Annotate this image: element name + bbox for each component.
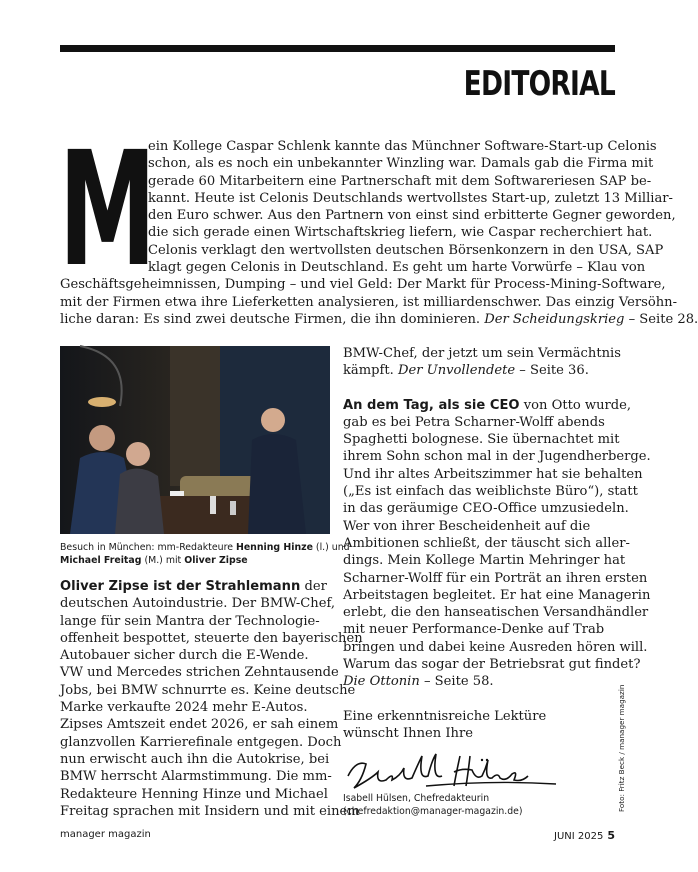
intro-line: ein Kollege Caspar Schlenk kannte das Münchner Software-Start-up Celonis: [148, 139, 657, 154]
intro-line: mit der Firmen etwa ihre Lieferketten analysieren, ist milliardenschwer. Das einzig Versöhn-: [60, 294, 677, 310]
teaser-line: Die Ottonin – Seite 58.: [343, 674, 494, 690]
intro-line: die sich gerade einen Wirtschaftskrieg liefern, wie Caspar recherchiert hat.: [148, 225, 653, 241]
author-name: Isabell Hülsen, Chefredakteurin: [343, 793, 490, 804]
teaser-line: in das geräumige CEO-Office umzusiedeln.: [343, 501, 629, 517]
article-teaser-zipse: [60, 578, 363, 820]
teaser-line: Und ihr altes Arbeitszimmer hat sie behalten: [343, 466, 643, 482]
intro-line: kannt. Heute ist Celonis Deutschlands wertvollstes Start-up, zuletzt 13 Milliar-: [148, 190, 673, 206]
section-title: EDITORIAL: [463, 64, 615, 104]
teaser-line: bringen und dabei keine Ausreden hören will.: [343, 639, 648, 655]
teaser-line: Jobs, bei BMW schnurrte es. Keine deutsche: [60, 682, 356, 698]
teaser-line: Spaghetti bolognese. Sie übernachtet mit: [343, 432, 620, 448]
teaser-line: glanzvollen Karrierefinale entgegen. Doch: [60, 734, 342, 750]
article-teaser-ottonin: [343, 345, 651, 742]
teaser-line: Arbeitstagen begleitet. Er hat eine Managerin: [343, 587, 651, 603]
teaser-line: dings. Mein Kollege Martin Mehringer hat: [343, 553, 626, 569]
teaser-line: Zipses Amtszeit endet 2026, er sah einem: [60, 717, 339, 733]
teaser-line: ihrem Sohn schon mal in der Jugendherberge.: [343, 449, 651, 465]
intro-line: gerade 60 Mitarbeitern eine Partnerschaft mit dem Softwareriesen SAP be-: [148, 173, 652, 189]
teaser-line: deutschen Autoindustrie. Der BMW-Chef,: [60, 596, 335, 612]
teaser-line: Scharner-Wolff für ein Porträt an ihren ersten: [343, 570, 648, 586]
closing-line: Eine erkenntnisreiche Lektüre: [343, 708, 547, 724]
footer-magazine: manager magazin: [60, 829, 151, 840]
teaser-line: offenheit bespottet, steuerte den bayerischen: [60, 630, 363, 646]
header-rule: [60, 45, 615, 52]
article-ref-title[interactable]: Die Ottonin: [343, 674, 420, 690]
article-ref-title[interactable]: Der Scheidungskrieg: [484, 311, 625, 327]
intro-line: den Euro schwer. Aus den Partnern von einst sind erbitterte Gegner geworden,: [148, 208, 676, 224]
teaser-line: Marke verkaufte 2024 mehr E-Autos.: [60, 700, 308, 716]
teaser-line: Redakteure Henning Hinze und Michael: [60, 786, 328, 802]
teaser-line: Wer von ihrer Bescheidenheit auf die: [343, 518, 591, 534]
teaser-line: BMW-Chef, der jetzt um sein Vermächtnis: [343, 346, 621, 361]
intro-line: Geschäftsgeheimnissen, Dumping – und viel Geld: Der Markt für Process-Mining-Software,: [60, 277, 666, 293]
teaser-lead: Oliver Zipse ist der Strahlemann der: [60, 579, 327, 594]
teaser-line: nun erwischt auch ihn die Autokrise, bei: [60, 751, 330, 767]
teaser-line: Ambitionen schließt, der täuscht sich aller-: [343, 535, 630, 551]
author-email[interactable]: (chefredaktion@manager-magazin.de): [343, 805, 523, 817]
teaser-line: lange für sein Mantra der Technologie-: [60, 613, 320, 629]
intro-line: Celonis verklagt den wertvollsten deutschen Börsenkonzern in den USA, SAP: [148, 242, 664, 258]
teaser-line: Autobauer sicher durch die E-Wende.: [60, 648, 309, 664]
closing-line: wünscht Ihnen Ihre: [343, 725, 473, 741]
teaser-line: BMW herrscht Alarmstimmung. Die mm-: [60, 769, 332, 785]
teaser-line: kämpft. Der Unvollendete – Seite 36.: [343, 363, 589, 379]
footer-issue: JUNI 2025 5: [554, 829, 615, 842]
handwritten-signature: [342, 750, 562, 794]
teaser-line: Warum das sogar der Betriebsrat gut findet?: [343, 657, 641, 673]
intro-line: klagt gegen Celonis in Deutschland. Es geht um harte Vorwürfe – Klau von: [148, 260, 646, 276]
teaser-line: erlebt, die den hanseatischen Versandhändler: [343, 605, 649, 621]
teaser-line: gab es bei Petra Scharner-Wolff abends: [343, 414, 605, 430]
photo-caption: Besuch in München: mm-Redakteure Henning Hinze (l.) und Michael Freitag (M.) mit Oliver Zipse: [60, 542, 350, 566]
svg-text:M: M: [58, 118, 157, 303]
article-ref-title[interactable]: Der Unvollendete: [397, 363, 516, 379]
interview-photo: [60, 346, 330, 534]
teaser-line: („Es ist einfach das weiblichste Büro“), statt: [343, 484, 638, 500]
signature-block: [343, 793, 523, 818]
intro-line: schon, als es noch ein unbekannter Winzling war. Damals gab die Firma mit: [148, 156, 654, 172]
intro-paragraph: [60, 138, 698, 328]
teaser-line: Freitag sprachen mit Insidern und mit einem: [60, 803, 360, 819]
photo-credit: Foto: Fritz Beck / manager magazin: [617, 684, 626, 812]
page-number: 5: [607, 829, 615, 842]
intro-line: liche daran: Es sind zwei deutsche Firmen, die ihn dominieren. Der Scheidungskrieg – Seite 28.: [60, 311, 698, 327]
teaser-line: mit neuer Performance-Denke auf Trab: [343, 622, 605, 638]
teaser-line: VW und Mercedes strichen Zehntausende: [60, 665, 339, 681]
teaser-lead: An dem Tag, als sie CEO von Otto wurde,: [343, 397, 632, 413]
